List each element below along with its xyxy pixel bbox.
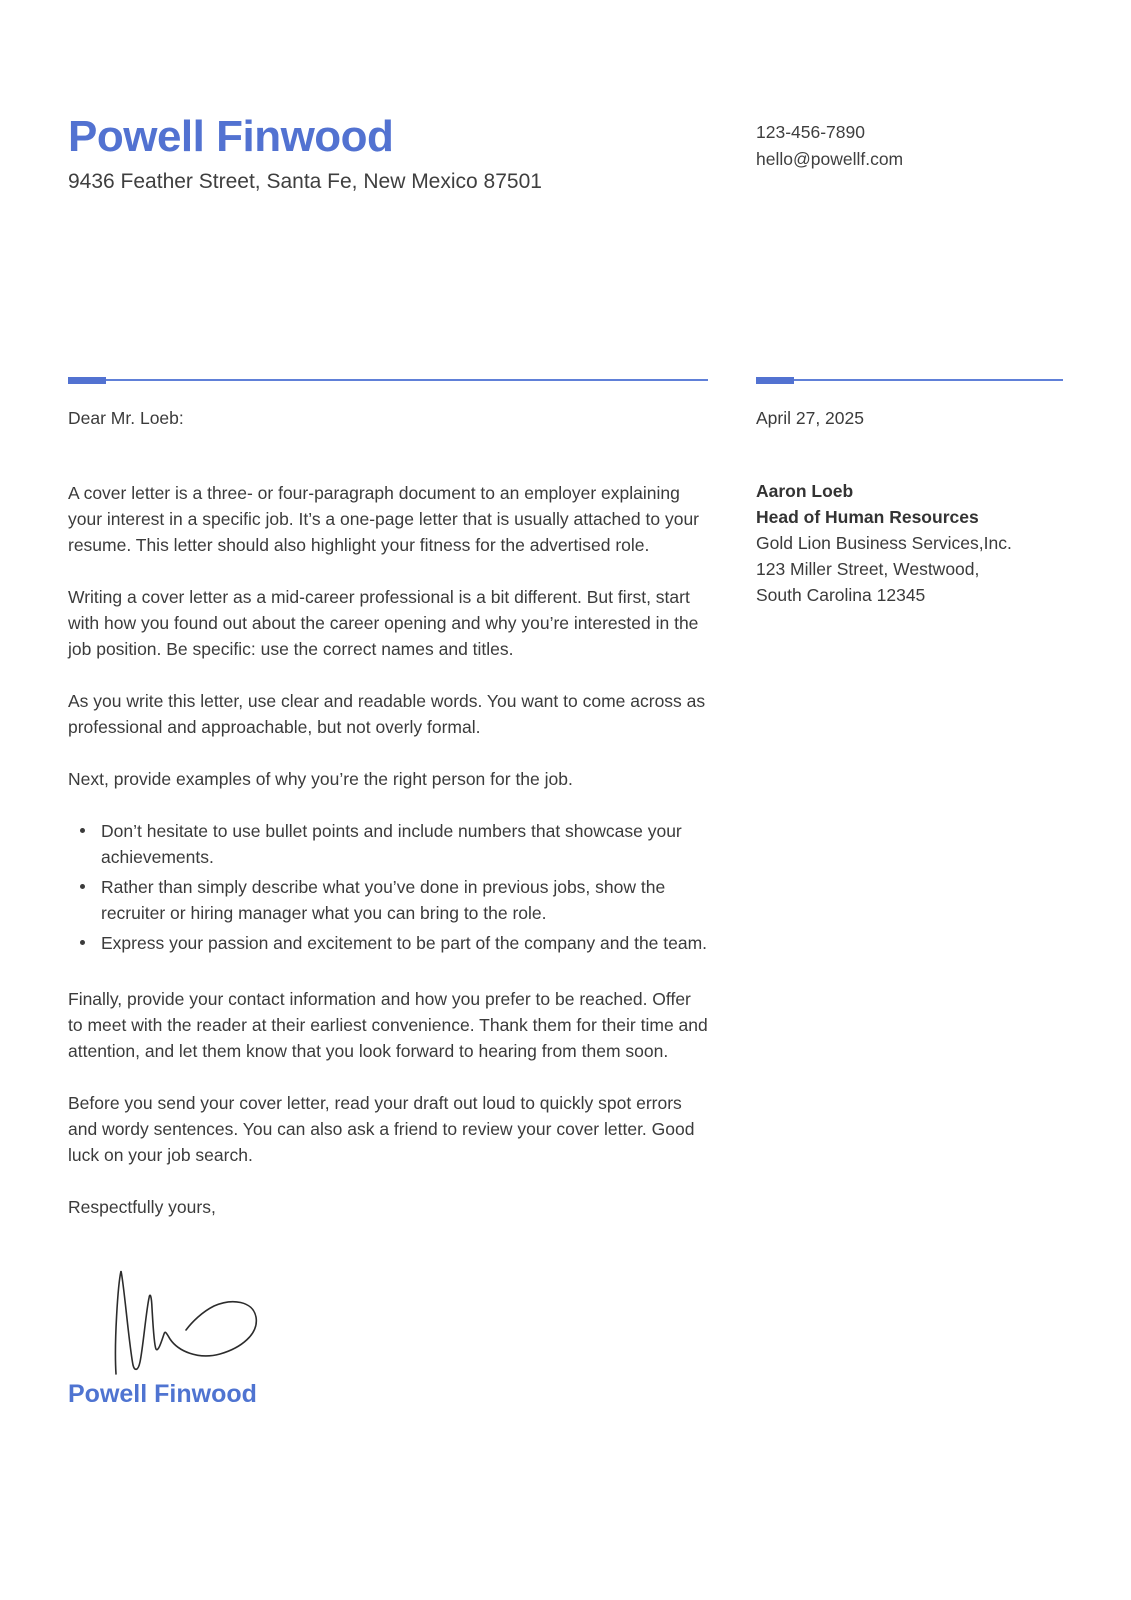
recipient-company: Gold Lion Business Services,Inc. <box>756 533 1012 554</box>
recipient-address-line-1: 123 Miller Street, Westwood, <box>756 559 980 580</box>
bullet-item <box>68 818 708 870</box>
recipient-name: Aaron Loeb <box>756 481 854 502</box>
recipient-address-line-2: South Carolina 12345 <box>756 585 926 606</box>
paragraph: Next, provide examples of why you’re the right person for the job. <box>68 769 573 790</box>
divider-accent-bar <box>756 377 794 384</box>
letter-body-column <box>68 377 708 1409</box>
divider-line <box>756 379 1063 381</box>
divider-accent-bar <box>68 377 106 384</box>
paragraph: Writing a cover letter as a mid-career professional is a bit different. But first, start with how you found out about the career opening and why you’re interested in the job position. Be specific: use the correct names and titles. <box>68 587 699 660</box>
letter-header <box>68 113 1063 194</box>
bullet-text: Express your passion and excitement to be part of the company and the team. <box>101 933 708 954</box>
recipient-title: Head of Human Resources <box>756 507 979 528</box>
bullet-text: Don’t hesitate to use bullet points and include numbers that showcase your achievements. <box>101 821 682 868</box>
letter-date: April 27, 2025 <box>756 408 864 429</box>
contact-block <box>756 119 1063 173</box>
sender-address: 9436 Feather Street, Santa Fe, New Mexico 87501 <box>68 170 542 194</box>
recipient-block <box>756 478 1063 608</box>
letter-body-text <box>68 480 708 1168</box>
divider-line <box>68 379 708 381</box>
paragraph: A cover letter is a three- or four-paragraph document to an employer explaining your interest in a specific job. It’s a one-page letter that is usually attached to your resume. This letter should also highlight your fitness for the advertised role. <box>68 483 699 556</box>
paragraph: As you write this letter, use clear and readable words. You want to come across as professional and approachable, but not overly formal. <box>68 691 706 738</box>
right-divider <box>756 377 1063 384</box>
bullet-item <box>68 930 708 956</box>
typed-signature-name: Powell Finwood <box>68 1380 257 1409</box>
header-identity <box>68 113 708 194</box>
valediction: Respectfully yours, <box>68 1197 216 1218</box>
handwritten-signature-image <box>98 1250 268 1378</box>
bullet-text: Rather than simply describe what you’ve done in previous jobs, show the recruiter or hiring manager what you can bring to the role. <box>101 877 666 924</box>
letter-columns <box>68 377 1063 1409</box>
bullet-dot-icon <box>80 828 85 833</box>
salutation: Dear Mr. Loeb: <box>68 408 184 429</box>
sender-name-heading: Powell Finwood <box>68 112 394 161</box>
paragraph: Finally, provide your contact information and how you prefer to be reached. Offer to meet with the reader at their earliest convenience. Thank them for their time and attention, and let them know that you look forward to hearing from them soon. <box>68 989 708 1062</box>
sender-phone: 123-456-7890 <box>756 122 865 142</box>
signature-block <box>68 1250 708 1409</box>
bullet-dot-icon <box>80 884 85 889</box>
paragraph: Before you send your cover letter, read your draft out loud to quickly spot errors and wordy sentences. You can also ask a friend to review your cover letter. Good luck on your job search. <box>68 1093 695 1166</box>
left-divider <box>68 377 708 384</box>
sender-email: hello@powellf.com <box>756 149 904 169</box>
bullet-item <box>68 874 708 926</box>
bullet-dot-icon <box>80 940 85 945</box>
recipient-column <box>756 377 1063 608</box>
bullet-list <box>68 818 708 956</box>
